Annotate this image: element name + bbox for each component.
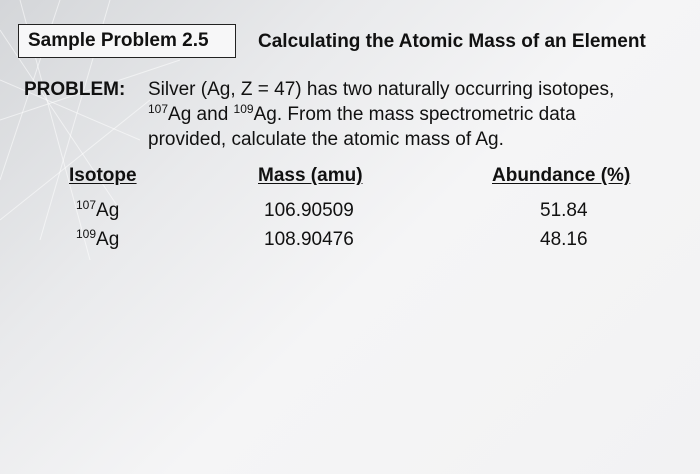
isotope-mass-number: 109 [233,102,254,116]
mass-cell: 108.90476 [264,229,354,250]
isotope-symbol: Ag [253,104,277,125]
column-header-isotope: Isotope [69,165,137,186]
isotope-cell [76,229,119,251]
abundance-cell: 51.84 [540,200,588,221]
column-header-mass: Mass (amu) [258,165,363,186]
problem-text-line-2 [148,104,576,126]
isotope-mass-number: 107 [148,102,169,116]
mass-cell: 106.90509 [264,200,354,221]
sample-problem-label: Sample Problem 2.5 [18,24,236,58]
page-title: Calculating the Atomic Mass of an Element [258,31,646,52]
problem-label: PROBLEM: [24,79,126,100]
problem-text-continuation: . From the mass spectrometric data [276,104,576,125]
column-header-abundance: Abundance (%) [492,165,631,186]
isotope-symbol: Ag [168,104,192,125]
isotope-mass-number: 107 [76,198,97,212]
isotope-symbol: Ag [96,229,120,250]
isotope-cell [76,200,119,222]
abundance-cell: 48.16 [540,229,588,250]
conjunction-text: and [191,104,234,125]
isotope-mass-number: 109 [76,227,97,241]
problem-text-line-3: provided, calculate the atomic mass of Ag. [148,129,504,150]
problem-text-line-1: Silver (Ag, Z = 47) has two naturally occurring isotopes, [148,79,615,100]
isotope-symbol: Ag [96,200,120,221]
